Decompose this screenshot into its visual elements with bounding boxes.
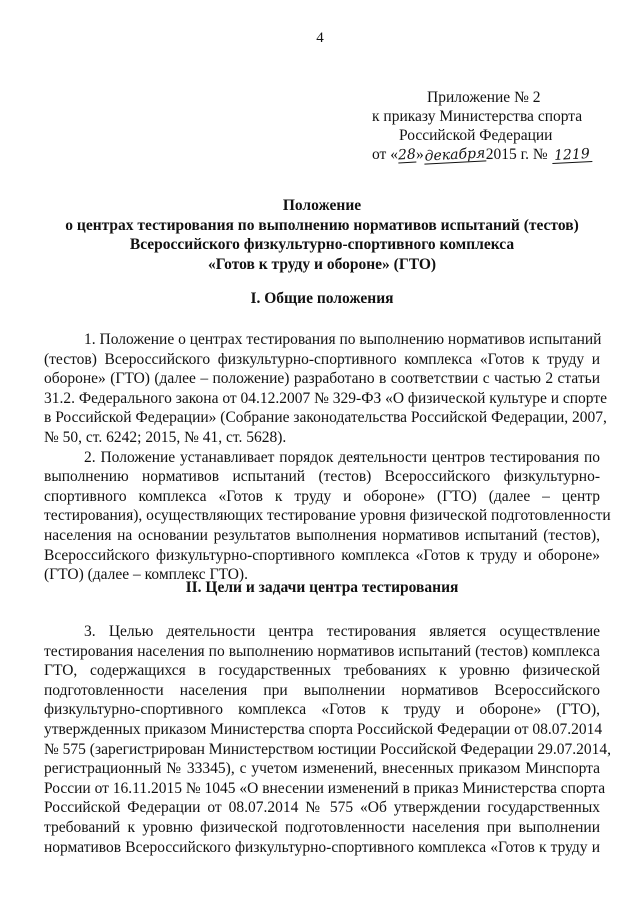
appendix-title: Приложение № 2 — [427, 89, 541, 106]
handwritten-day: 28 — [397, 146, 417, 164]
text-line: тестирования), осуществляющих тестирование уровня физической подготовленности — [44, 507, 611, 525]
text-line: в Российской Федерации» (Собрание законодательства Российской Федерации, 2007, — [44, 409, 607, 427]
section-1-body — [44, 330, 611, 585]
section-2-body — [44, 622, 611, 857]
text-line: № 575 (зарегистрирован Министерством юстиции Российской Федерации 29.07.2014, — [44, 740, 611, 758]
text-line: нормативов Всероссийского физкультурно-спортивного комплекса «Готов к труду и — [44, 838, 600, 856]
appendix-order-ref: к приказу Министерства спорта — [372, 108, 583, 125]
text-line: обороне» (ГТО) (далее – положение) разработано в соответствии с частью 2 статьи — [44, 370, 600, 388]
text-line: ГТО, содержащихся в государственных требованиях к уровню физической — [44, 662, 600, 680]
title-line-4: «Готов к труду и обороне» (ГТО) — [207, 255, 437, 273]
text-line: 2. Положение устанавливает порядок деятельности центров тестирования по — [84, 448, 600, 466]
date-quote-close: » — [415, 146, 424, 163]
handwritten-order-number: 1219 — [551, 147, 592, 164]
date-year: 2015 г. № — [485, 146, 548, 163]
text-line: 3. Целью деятельности центра тестирования является осуществление — [84, 623, 600, 640]
text-line: 31.2. Федерального закона от 04.12.2007 № 329-ФЗ «О физической культуре и спорте — [44, 389, 607, 407]
text-line: физкультурно-спортивного комплекса «Готов к труду и обороне» (ГТО), — [44, 701, 600, 719]
text-line: (тестов) Всероссийского физкультурно-спортивного комплекса «Готов к труду и — [44, 350, 600, 368]
section-2-heading: II. Цели и задачи центра тестирования — [185, 579, 459, 596]
text-line: 1. Положение о центрах тестирования по выполнению нормативов испытаний — [84, 331, 602, 348]
title-line-1: Положение — [282, 197, 362, 214]
text-line: (ГТО) (далее – комплекс ГТО). — [44, 566, 248, 584]
text-line: требований к уровню физической подготовленности населения при выполнении — [44, 818, 600, 836]
text-line: России от 16.11.2015 № 1045 «О внесении изменений в приказ Министерства спорта — [44, 779, 606, 797]
text-line: № 50, ст. 6242; 2015, № 41, ст. 5628). — [44, 428, 287, 446]
text-line: спортивного комплекса «Готов к труду и обороне» (ГТО) (далее – центр — [44, 487, 600, 505]
title-line-2: о центрах тестирования по выполнению нормативов испытаний (тестов) — [65, 216, 579, 234]
text-line: Всероссийского физкультурно-спортивного комплекса «Готов к труду и обороне» — [44, 546, 600, 564]
text-line: тестирования населения по выполнению нормативов испытаний (тестов) комплекса — [44, 642, 600, 660]
section-1-heading: I. Общие положения — [250, 290, 394, 307]
date-prefix: от « — [372, 146, 398, 163]
text-line: Российской Федерации от 08.07.2014 № 575 «Об утверждении государственных — [44, 799, 600, 817]
page-number: 4 — [316, 30, 324, 46]
title-line-3: Всероссийского физкультурно-спортивного комплекса — [129, 236, 515, 253]
document-title — [40, 196, 604, 274]
text-line: подготовленности населения при выполнении нормативов Всероссийского — [44, 681, 600, 699]
text-line: населения на основании результатов выполнения нормативов испытаний (тестов), — [44, 526, 600, 544]
appendix-header — [372, 88, 602, 164]
text-line: выполнению нормативов испытаний (тестов) Всероссийского физкультурно- — [44, 468, 600, 486]
appendix-date-line — [372, 145, 602, 164]
handwritten-month: декабря — [423, 145, 486, 165]
text-line: регистрационный № 33345), с учетом изменений, внесенных приказом Минспорта — [44, 760, 600, 778]
appendix-country: Российской Федерации — [399, 127, 553, 144]
text-line: утвержденных приказом Министерства спорта Российской Федерации от 08.07.2014 — [44, 720, 603, 738]
